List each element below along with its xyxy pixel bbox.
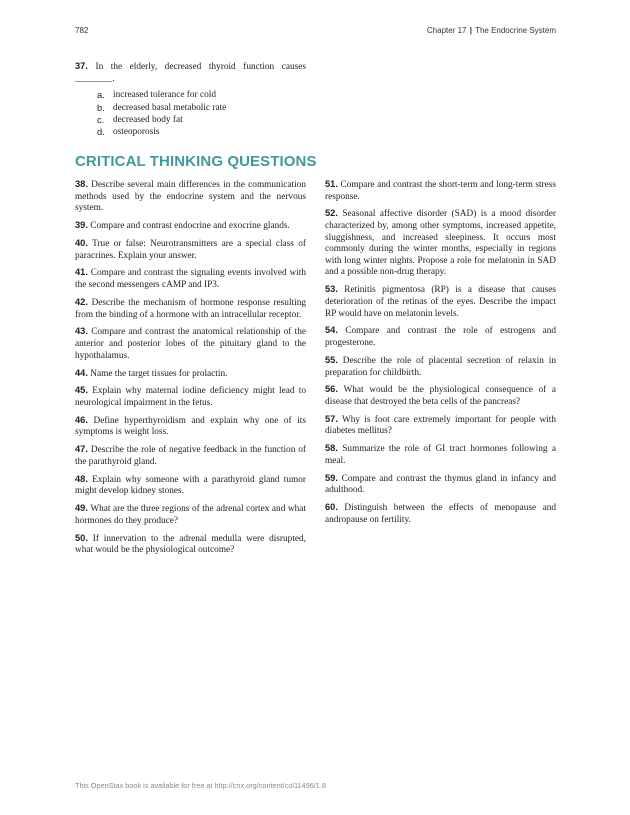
question-number: 60. — [325, 502, 338, 513]
question-number: 59. — [325, 472, 338, 483]
question-text: What would be the physiological consequence of a disease that destroyed the beta cells of the pancreas? — [325, 385, 557, 407]
question-number: 51. — [325, 179, 338, 189]
question-text: Compare and contrast the role of estrogens and progesterone. — [325, 326, 557, 349]
question-text: Why is foot care extremely important for people with diabetes mellitus? — [325, 414, 556, 437]
choice-letter: d. — [97, 127, 105, 138]
questions-column-right — [325, 179, 556, 532]
question-number: 44. — [75, 367, 88, 378]
choice-letter: b. — [97, 102, 105, 113]
question-number: 38. — [75, 179, 88, 189]
question-text: Describe several main differences in the communication methods used by the endocrine system and the nervous system. — [75, 180, 306, 214]
choice-text: decreased body fat — [113, 114, 183, 125]
question-item — [75, 503, 306, 527]
header-separator: | — [469, 26, 472, 35]
question-item — [325, 414, 556, 438]
question-number: 39. — [75, 220, 88, 231]
question-number: 45. — [75, 385, 88, 396]
question-text: Summarize the role of GI tract hormones following a meal. — [325, 444, 556, 466]
question-text: Describe the role of placental secretion of relaxin in preparation for childbirth. — [325, 355, 556, 378]
question-number: 48. — [75, 473, 88, 484]
question-item — [325, 443, 556, 467]
running-header — [427, 26, 556, 35]
question-number: 37. — [75, 61, 88, 71]
question-text: What are the three regions of the adrenal cortex and what hormones do they produce? — [75, 504, 306, 526]
question-text: Compare and contrast the thymus gland in infancy and adulthood. — [325, 473, 557, 496]
question-text: Explain why maternal iodine deficiency might lead to neurological impairment in the fetus. — [75, 386, 306, 408]
question-item — [75, 238, 306, 262]
questions-column-left — [75, 179, 306, 562]
question-text: In the elderly, decreased thyroid function causes ________. — [75, 62, 306, 85]
question-text: Compare and contrast the signaling events involved with the second messengers cAMP and IP3. — [75, 268, 306, 291]
question-number: 42. — [75, 296, 88, 307]
question-item — [75, 297, 306, 321]
page-number: 782 — [75, 26, 89, 35]
question-item — [75, 385, 306, 409]
question-text: Name the target tissues for prolactin. — [90, 368, 228, 379]
question-number: 40. — [75, 237, 88, 248]
question-text: Explain why someone with a parathyroid gland tumor might develop kidney stones. — [75, 474, 306, 497]
question-number: 57. — [325, 413, 338, 424]
question-text: Describe the mechanism of hormone response resulting from the binding of a hormone with an intracellular receptor. — [75, 297, 306, 320]
question-item — [75, 415, 306, 439]
question-number: 54. — [325, 325, 338, 336]
question-text: If innervation to the adrenal medulla were disrupted, what would be the physiological outcome? — [75, 533, 307, 556]
question-text: Describe the role of negative feedback in the function of the parathyroid gland. — [75, 445, 306, 467]
question-item — [75, 326, 306, 362]
answer-choice — [97, 114, 306, 126]
section-title: CRITICAL THINKING QUESTIONS — [75, 153, 317, 170]
answer-choice — [97, 89, 306, 101]
question-text: Retinitis pigmentosa (RP) is a disease that causes deterioration of the retinas of the eyes. Describe the impact RP would have on melatonin levels. — [325, 285, 556, 319]
question-text: Distinguish between the effects of menopause and andropause on fertility. — [325, 503, 556, 525]
question-text: True or false: Neurotransmitters are a special class of paracrines. Explain your answer. — [75, 238, 306, 261]
chapter-label: Chapter 17 — [426, 26, 467, 35]
question-item — [325, 384, 556, 408]
choice-letter: a. — [97, 90, 105, 101]
choice-letter: c. — [97, 114, 105, 125]
chapter-title: The Endocrine System — [475, 26, 556, 35]
question-item — [75, 220, 306, 233]
question-number: 50. — [75, 532, 88, 543]
question-number: 43. — [75, 326, 88, 337]
question-item — [75, 533, 306, 557]
question-item — [325, 284, 556, 320]
question-text: Compare and contrast the short-term and long-term stress response. — [325, 180, 557, 202]
question-text: Define hyperthyroidism and explain why one of its symptoms is weight loss. — [75, 415, 306, 438]
choice-text: decreased basal metabolic rate — [113, 102, 227, 113]
question-number: 53. — [325, 284, 338, 295]
answer-choice — [97, 102, 306, 114]
question-item — [325, 473, 556, 497]
answer-choice — [97, 126, 306, 138]
choice-text: increased tolerance for cold — [113, 90, 216, 101]
question-item — [325, 502, 556, 526]
question-number: 58. — [325, 443, 338, 454]
choice-text: osteoporosis — [113, 127, 160, 138]
question-item — [325, 325, 556, 349]
question-item — [325, 208, 556, 279]
question-number: 55. — [325, 354, 338, 365]
question-text: Compare and contrast the anatomical relationship of the anterior and posterior lobes of the pituitary gland to the hypothalamus. — [75, 327, 306, 361]
question-number: 46. — [75, 414, 88, 425]
footer-note: This OpenStax book is available for free at http://cnx.org/content/col11496/1.8 — [75, 781, 326, 790]
question-37-stem — [75, 60, 306, 85]
answer-choices — [75, 89, 306, 138]
question-item — [75, 368, 306, 381]
question-item — [325, 355, 556, 379]
question-number: 47. — [75, 444, 88, 455]
question-item — [75, 267, 306, 291]
question-item — [325, 179, 556, 203]
question-number: 56. — [325, 384, 338, 395]
question-text: Seasonal affective disorder (SAD) is a mood disorder characterized by, among other symptoms, increased appetite, sluggishness, and increased sleepiness. It occurs most commonly during the winter months, especially in regions with long winter nights. Propose a role for melatonin in SAD and a possible non-drug therapy. — [325, 209, 556, 278]
question-item — [75, 179, 306, 215]
question-number: 41. — [75, 267, 88, 278]
question-37 — [75, 60, 306, 138]
question-item — [75, 474, 306, 498]
question-number: 49. — [75, 503, 88, 514]
question-text: Compare and contrast endocrine and exocrine glands. — [90, 221, 290, 232]
question-number: 52. — [325, 208, 338, 219]
question-item — [75, 444, 306, 468]
